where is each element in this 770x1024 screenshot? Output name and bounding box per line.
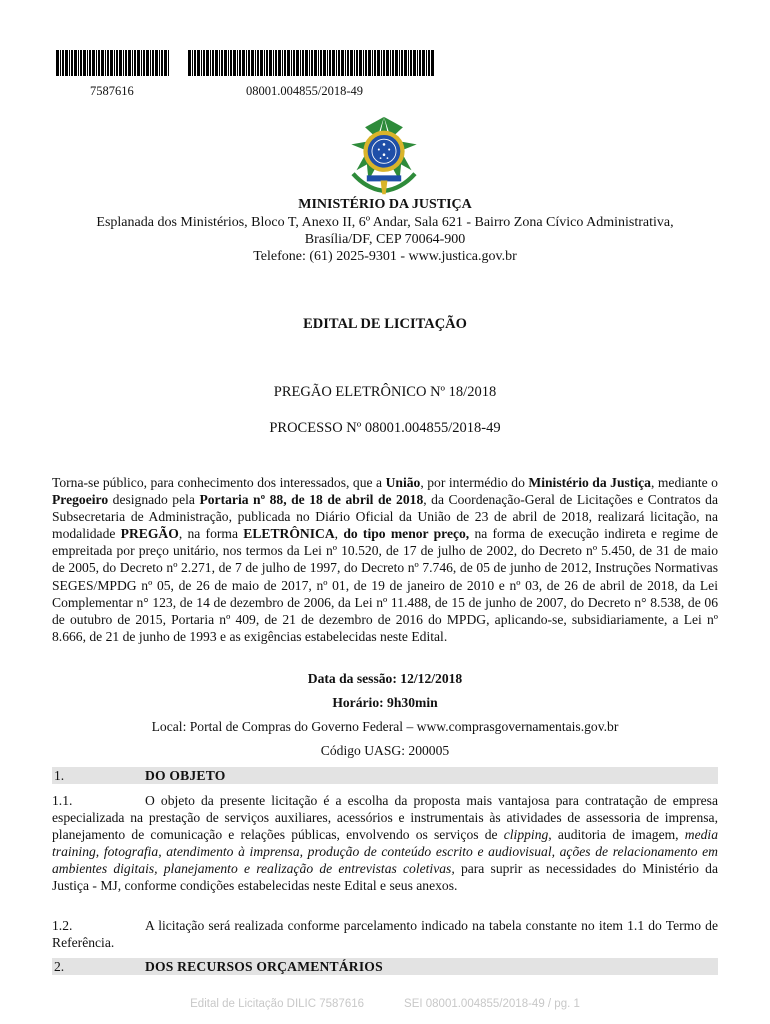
footer-document-label: Edital de Licitação DILIC 7587616 — [190, 998, 365, 1010]
section-title: DOS RECURSOS ORÇAMENTÁRIOS — [145, 959, 383, 974]
barcode-doc-id — [56, 50, 170, 76]
intro-bold-ministerio: Ministério da Justiça — [528, 475, 651, 490]
intro-bold-uniao: União — [385, 475, 421, 490]
ministry-address-line-1: Esplanada dos Ministérios, Bloco T, Anexo II, 6º Andar, Sala 621 - Bairro Zona Cívico Administrativa, — [96, 215, 674, 230]
intro-bold-portaria: Portaria nº 88, de 18 de abril de 2018 — [199, 492, 424, 508]
section-heading-objeto — [52, 767, 718, 784]
ministry-address-line-2: Brasília/DF, CEP 70064-900 — [304, 232, 466, 247]
barcode-process-number — [188, 50, 435, 76]
clause-1-1 — [52, 792, 718, 895]
clause-text: para suprir as necessidades do Ministério da Justiça - MJ, conforme condições estabelecidas neste Edital e seus anexos. — [52, 861, 718, 894]
footer-page-label: SEI 08001.004855/2018-49 / pg. 1 — [404, 998, 580, 1010]
clause-1-2 — [52, 917, 718, 951]
section-number: 1. — [54, 768, 65, 783]
intro-text: , por intermédio do — [420, 475, 529, 490]
clause-number: 1.1. — [52, 793, 73, 808]
page-footer — [0, 998, 770, 1010]
section-number: 2. — [54, 959, 65, 974]
intro-bold-pregao: PREGÃO — [120, 526, 179, 542]
session-place: Local: Portal de Compras do Governo Federal – www.comprasgovernamentais.gov.br — [151, 719, 619, 734]
intro-text: , na forma — [178, 526, 244, 542]
clause-text: A licitação será realizada conforme parcelamento indicado na tabela constante no item 1.1 do Termo de Referência. — [52, 918, 718, 951]
processo-title: PROCESSO Nº 08001.004855/2018-49 — [269, 420, 501, 436]
process-number-label: 08001.004855/2018-49 — [246, 84, 364, 98]
clause-italic-clipping: clipping, — [503, 827, 552, 843]
intro-bold-menor-preco: do tipo menor preço, — [343, 526, 470, 542]
clause-text: auditoria de imagem, — [551, 827, 685, 843]
clause-italic-services: media training, fotografia, atendimento à imprensa, produção de conteúdo escrito e audiovisual, ações de relacionamento em ambientes digitais, planejamento e realização de entrevistas coletivas, — [52, 827, 719, 877]
pregao-title: PREGÃO ELETRÔNICO Nº 18/2018 — [273, 384, 497, 400]
session-uasg: Código UASG: 200005 — [320, 743, 450, 758]
ministry-name: MINISTÉRIO DA JUSTIÇA — [298, 197, 472, 212]
clause-number: 1.2. — [52, 918, 73, 933]
intro-text: , — [334, 526, 344, 542]
intro-text: , mediante o — [650, 475, 718, 490]
intro-text: na forma de execução indireta e regime de empreitada por preço unitário, nos termos da Lei nº 10.520, de 17 de julho de 2002, do Decreto nº 5.450, de 31 de maio de 2005, do Decreto nº 2.271, de 7 de julho de 1997, do Decreto nº 7.746, de 05 de junho de 2012, Instruções Normativas SEGES/MPDG nº 05, de 26 de maio de 2017, nº 01, de 19 de janeiro de 2010 e nº 03, de 26 de abril de 2018, da Lei Complementar n° 123, de 14 de dezembro de 2006, da Lei nº 11.488, de 15 de junho de 2007, do Decreto n° 8.538, de 06 de outubro de 2015, Portaria nº 409, de 21 de dezembro de 2016 do MPDG, aplicando-se, subsidiariamente, a Lei nº 8.666, de 21 de junho de 1993 e as exigências estabelecidas neste Edital. — [52, 526, 718, 644]
doc-id-label: 7587616 — [90, 84, 134, 98]
intro-text: designado pela — [108, 492, 200, 508]
intro-text: , da Coordenação-Geral de Licitações e Contratos da Subsecretaria de Administração, publicada no Diário Oficial da União de 23 de abril de 2018, realizará licitação, na modalidade — [52, 492, 718, 542]
intro-paragraph — [52, 474, 718, 645]
ministry-phone-line: Telefone: (61) 2025-9301 - www.justica.gov.br — [253, 249, 517, 264]
intro-text: Torna-se público, para conhecimento dos interessados, que a — [52, 475, 386, 490]
edital-title: EDITAL DE LICITAÇÃO — [303, 316, 467, 332]
session-time: Horário: 9h30min — [332, 695, 438, 710]
intro-bold-pregoeiro: Pregoeiro — [52, 492, 109, 508]
section-heading-recursos — [52, 958, 718, 975]
clause-text: O objeto da presente licitação é a escolha da proposta mais vantajosa para contratação de empresa especializada na prestação de serviços auxiliares, acessórios e instrumentais às atividades de assessoria de imprensa, planejamento de comunicação e relações públicas, envolvendo os serviços de — [52, 793, 718, 843]
intro-bold-eletronica: ELETRÔNICA — [243, 526, 335, 542]
session-date: Data da sessão: 12/12/2018 — [307, 671, 463, 686]
coat-of-arms-icon — [341, 110, 427, 196]
section-title: DO OBJETO — [145, 768, 226, 783]
